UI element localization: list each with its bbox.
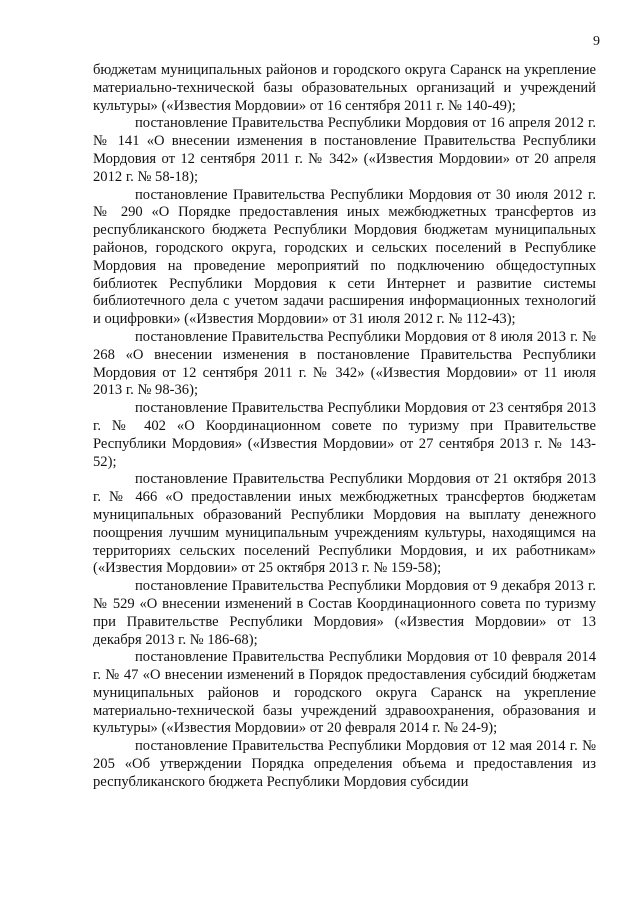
document-body xyxy=(93,62,596,792)
paragraph: постановление Правительства Республики Мордовия от 12 мая 2014 г. № 205 «Об утверждении Порядка определения объема и предоставления из республиканского бюджета Республики Мордовия субсидии xyxy=(93,738,596,790)
paragraph: постановление Правительства Республики Мордовия от 23 сентября 2013 г. № 402 «О Координационном совете по туризму при Правительстве Республики Мордовия» («Известия Мордовии» от 27 сентября 2013 г. № 143-52); xyxy=(93,400,596,470)
paragraph: постановление Правительства Республики Мордовия от 9 декабря 2013 г. № 529 «О внесении изменений в Состав Координационного совета по туризму при Правительстве Республики Мордовия» («Известия Мордовии» от 13 декабря 2013 г. № 186-68); xyxy=(93,578,596,648)
paragraph: постановление Правительства Республики Мордовия от 10 февраля 2014 г. № 47 «О внесении изменений в Порядок предоставления субсидий бюджетам муниципальных районов и городского округа Саранск на укрепление материально-технической базы учреждений здравоохранения, образования и культуры» («Известия Мордовии» от 20 февраля 2014 г. № 24-9); xyxy=(93,649,596,737)
page-number: 9 xyxy=(593,34,600,49)
paragraph: постановление Правительства Республики Мордовия от 21 октября 2013 г. № 466 «О предоставлении иных межбюджетных трансфертов бюджетам муниципальных образований Республики Мордовия на выплату денежного поощрения лучшим муниципальным учреждениям культуры, находящимся на территориях сельских поселений Республики Мордовия, и их работникам» («Известия Мордовии» от 25 октября 2013 г. № 159-58); xyxy=(93,471,596,577)
paragraph: постановление Правительства Республики Мордовия от 16 апреля 2012 г. № 141 «О внесении изменения в постановление Правительства Республики Мордовия от 12 сентября 2011 г. № 342» («Известия Мордовии» от 20 апреля 2012 г. № 58-18); xyxy=(93,115,596,185)
paragraph: постановление Правительства Республики Мордовия от 30 июля 2012 г. № 290 «О Порядке предоставления иных межбюджетных трансфертов из республиканского бюджета Республики Мордовия бюджетам муниципальных районов, городского округа, городских и сельских поселений в Республике Мордовия на проведение мероприятий по подключению общедоступных библиотек Республики Мордовия к сети Интернет и развитие системы библиотечного дела с учетом задачи расширения информационных технологий и оцифровки» («Известия Мордовии» от 31 июля 2012 г. № 112-43); xyxy=(93,186,596,328)
paragraph: бюджетам муниципальных районов и городского округа Саранск на укрепление материально-технической базы образовательных организаций и учреждений культуры» («Известия Мордовии» от 16 сентября 2011 г. № 140-49); xyxy=(93,62,596,114)
paragraph: постановление Правительства Республики Мордовия от 8 июля 2013 г. № 268 «О внесении изменения в постановление Правительства Республики Мордовия от 12 сентября 2011 г. № 342» («Известия Мордовии» от 11 июля 2013 г. № 98-36); xyxy=(93,328,596,399)
